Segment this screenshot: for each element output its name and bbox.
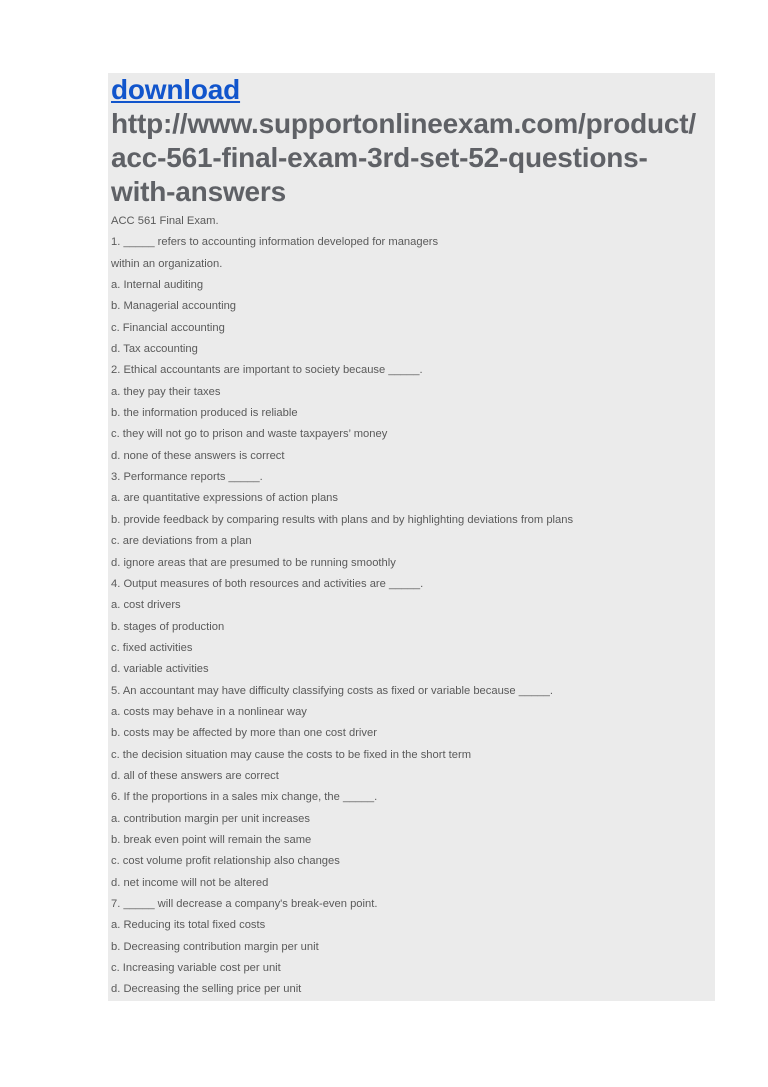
text-line: d. net income will not be altered [111, 876, 269, 889]
product-url-line-1[interactable]: http://www.supportonlineexam.com/product/ [111, 108, 696, 139]
download-link[interactable]: download [111, 74, 241, 105]
text-line: a. are quantitative expressions of action plans [111, 492, 338, 505]
text-line: a. Reducing its total fixed costs [111, 919, 266, 932]
text-line: a. they pay their taxes [111, 385, 221, 398]
text-line: 3. Performance reports _____. [111, 471, 263, 484]
text-line: b. Managerial accounting [111, 300, 237, 313]
text-line: within an organization. [111, 257, 223, 270]
text-line: 6. If the proportions in a sales mix change, the _____. [111, 791, 378, 804]
text-line: c. are deviations from a plan [111, 535, 252, 548]
text-line: c. the decision situation may cause the costs to be fixed in the short term [111, 748, 472, 761]
text-line: d. none of these answers is correct [111, 449, 285, 462]
text-line: d. ignore areas that are presumed to be running smoothly [111, 556, 396, 569]
text-line: 1. _____ refers to accounting information developed for managers [111, 236, 439, 249]
text-line: b. break even point will remain the same [111, 833, 312, 846]
text-line: a. cost drivers [111, 599, 181, 612]
text-line: a. costs may behave in a nonlinear way [111, 705, 307, 718]
text-line: 7. _____ will decrease a company's break-even point. [111, 898, 378, 910]
text-line: b. stages of production [111, 620, 225, 633]
document-body [108, 73, 715, 1001]
text-line: c. Financial accounting [111, 321, 225, 334]
text-line: d. Decreasing the selling price per unit [111, 983, 302, 996]
text-line: c. Increasing variable cost per unit [111, 962, 281, 975]
exam-title: ACC 561 Final Exam. [111, 215, 219, 227]
text-line: c. they will not go to prison and waste taxpayers’ money [111, 428, 388, 441]
text-line: b. costs may be affected by more than one cost driver [111, 727, 377, 740]
text-line: a. contribution margin per unit increases [111, 812, 310, 825]
text-line: 2. Ethical accountants are important to society because _____. [111, 364, 423, 377]
document-heading [108, 73, 715, 209]
text-line: b. Decreasing contribution margin per unit [111, 940, 319, 953]
product-url-line-3[interactable]: with-answers [111, 176, 286, 207]
text-line: c. fixed activities [111, 641, 193, 654]
text-line: b. the information produced is reliable [111, 407, 298, 420]
text-line: c. cost volume profit relationship also changes [111, 855, 340, 868]
text-line: 4. Output measures of both resources and activities are _____. [111, 577, 424, 590]
text-line: d. Tax accounting [111, 343, 198, 356]
product-url-line-2[interactable]: acc-561-final-exam-3rd-set-52-questions- [111, 142, 648, 173]
exam-text-lines [108, 211, 715, 1001]
text-line: a. Internal auditing [111, 279, 204, 292]
text-line: d. all of these answers are correct [111, 769, 279, 782]
text-line: 5. An accountant may have difficulty classifying costs as fixed or variable because _____. [111, 684, 553, 697]
text-line: b. provide feedback by comparing results with plans and by highlighting deviations from plans [111, 513, 574, 526]
text-line: d. variable activities [111, 663, 209, 676]
